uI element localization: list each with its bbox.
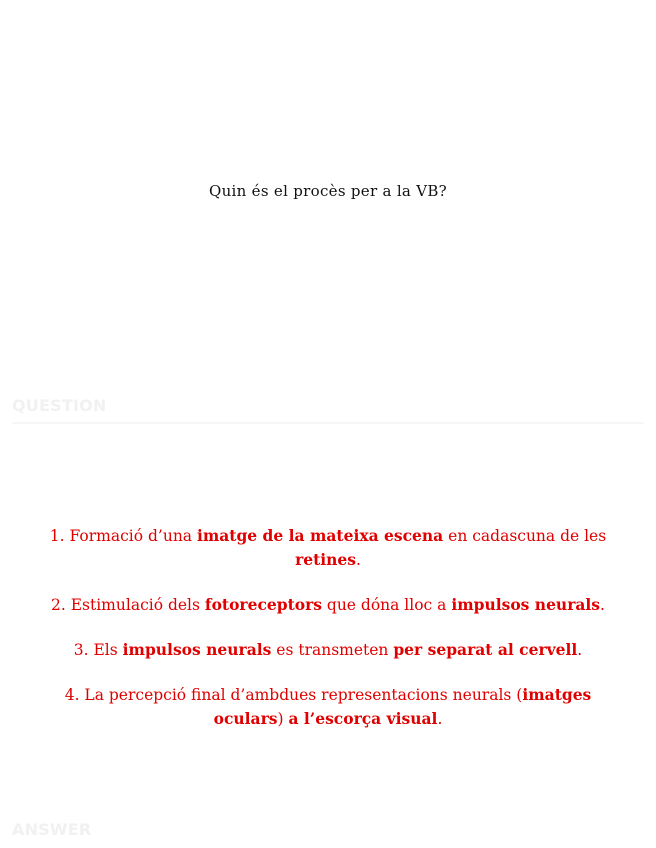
answer-segment: 4. La percepció final d’ambdues representacions neurals (: [64, 686, 523, 704]
answer-segment-bold: imatge de la mateixa escena: [196, 526, 444, 545]
answer-segment: que dóna lloc a: [321, 596, 452, 614]
answer-item-3: [30, 638, 626, 662]
answer-segment-bold: per separat al cervell: [393, 640, 578, 659]
answer-label: ANSWER: [12, 820, 92, 839]
answer-segment: 1. Formació d’una: [49, 527, 197, 545]
answer-segment: .: [600, 596, 605, 614]
answer-segment-bold: fotoreceptors: [204, 595, 322, 614]
answer-segment: es transmeten: [271, 641, 394, 659]
answer-segment-bold: impulsos neurals: [122, 640, 272, 659]
divider: [12, 422, 644, 424]
answer-segment: ): [277, 710, 289, 728]
answer-segment: en cadascuna de les: [443, 527, 607, 545]
answer-list: [30, 524, 626, 752]
question-text: Quin és el procès per a la VB?: [208, 182, 448, 200]
answer-segment-bold: imatges oculars: [213, 685, 592, 728]
answer-segment: .: [577, 641, 583, 659]
answer-segment: 3. Els: [73, 641, 123, 659]
answer-segment: .: [437, 710, 443, 728]
answer-segment-bold: retines: [295, 550, 356, 569]
answer-segment-bold: impulsos neurals: [451, 595, 601, 614]
answer-segment-bold: a l’escorça visual: [288, 709, 438, 728]
answer-item-1: [30, 524, 626, 572]
question-label: QUESTION: [12, 396, 107, 415]
answer-segment: .: [356, 551, 361, 569]
answer-item-2: [30, 593, 626, 617]
answer-item-4: [30, 683, 626, 731]
answer-segment: 2. Estimulació dels: [51, 596, 205, 614]
